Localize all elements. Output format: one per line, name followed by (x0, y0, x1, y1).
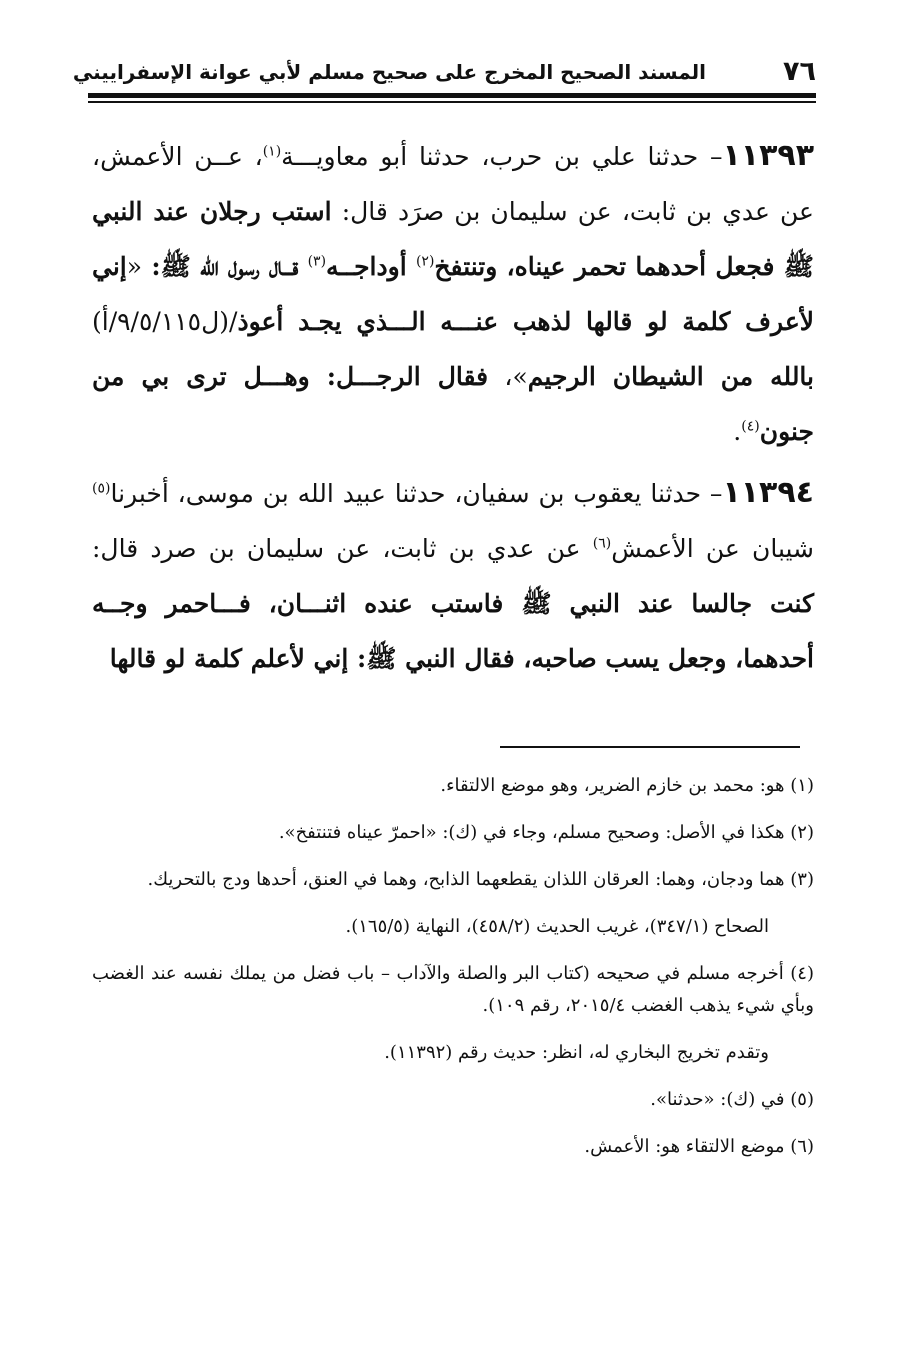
hadith-matn: بالله من الشيطان الرجيم (527, 362, 815, 391)
hadith-number: ١١٣٩٤ (722, 475, 814, 510)
hadith-matn: قـــال رسول الله ﷺ: (142, 252, 308, 281)
page-number: ٧٦ (783, 56, 816, 87)
hadith-text: . (733, 417, 742, 446)
footnote-continuation: وتقدم تخريج البخاري له، انظر: حديث رقم (١١٣٩٢). (384, 1042, 769, 1063)
hadith-text: « (126, 252, 143, 281)
hadith-matn: إني لأعرف كلمة لو قالها لذهب عنـــه الـــذي يجـد أعوذ (92, 252, 814, 336)
hadith-text: – حدثنا علي بن حرب، حدثنا أبو معاويـــة (281, 142, 723, 171)
footnote: (٣) هما ودجان، وهما: العرقان اللذان يقطعهما الذابح، وهما في العنق، أحدها ودج بالتحريك. (147, 869, 814, 890)
hadith-matn: كنت جالسا عند النبي ﷺ فاستب عنده اثنـــان، فـــاحمر وجــه أحدهما، وجعل يسب صاحبه، فقال النبي ﷺ: إني لأعلم كلمة لو قالها (92, 589, 814, 673)
hadith-text: »، (488, 362, 528, 391)
footnote-continuation: الصحاح (٣٤٧/١)، غريب الحديث (٤٥٨/٢)، النهاية (١٦٥/٥). (345, 916, 769, 937)
footnote-ref: (١) (262, 143, 282, 160)
page-header (72, 55, 816, 95)
hadith-paragraph (92, 128, 814, 459)
footnote: (٢) هكذا في الأصل: وصحيح مسلم، وجاء في (ك): «احمرّ عيناه فتنتفخ». (278, 822, 814, 843)
hadith-matn: أوداجــه (326, 252, 416, 281)
hadith-paragraph (92, 465, 814, 686)
footnote-ref: (٣) (307, 253, 327, 270)
footnote: (٥) في (ك): «حدثنا». (650, 1089, 814, 1110)
manuscript-ref: /(ل٩/٥/١١٥/أ) (92, 307, 238, 336)
footnote-separator (500, 746, 800, 748)
footnote: (٦) موضع الالتقاء هو: الأعمش. (584, 1136, 814, 1157)
footnote: (١) هو: محمد بن خازم الضرير، وهو موضع الالتقاء. (440, 775, 814, 796)
hadith-text: ، عــن الأعمش، عن عدي بن ثابت، عن سليمان بن صرَد قال: (92, 142, 814, 226)
footnote-ref: (٦) (592, 535, 612, 552)
hadith-number: ١١٣٩٣ (722, 138, 815, 173)
running-title: المسند الصحيح المخرج على صحيح مسلم لأبي عوانة الإسفراييني (72, 60, 706, 84)
hadith-text: – حدثنا يعقوب بن سفيان، حدثنا عبيد الله بن موسى، أخبرنا (110, 479, 723, 508)
hadith-text: عن عدي بن ثابت، عن سليمان بن صرد قال: (92, 534, 593, 563)
hadith-text: شيبان عن الأعمش (611, 534, 814, 563)
footnote: (٤) أخرجه مسلم في صحيحه (كتاب البر والصلة والآداب – باب فضل من يملك نفسه عند الغضب وبأي شيء يذهب الغضب ٢٠١٥/٤، رقم ١٠٩). (92, 963, 814, 1016)
footnotes (92, 770, 814, 1178)
footnote-ref: (٢) (415, 253, 435, 270)
header-rule-thick (88, 93, 816, 98)
hadith-matn: فقال الرجـــل: وهـــل ترى بي من جنون (92, 362, 814, 446)
footnote-ref: (٥) (92, 480, 111, 497)
hadith-matn: استب رجلان عند النبي ﷺ فجعل أحدهما تحمر عيناه، وتنتفخ (92, 197, 814, 281)
header-rule-thin (88, 101, 816, 103)
footnote-ref: (٤) (741, 418, 760, 435)
main-text (92, 128, 814, 692)
